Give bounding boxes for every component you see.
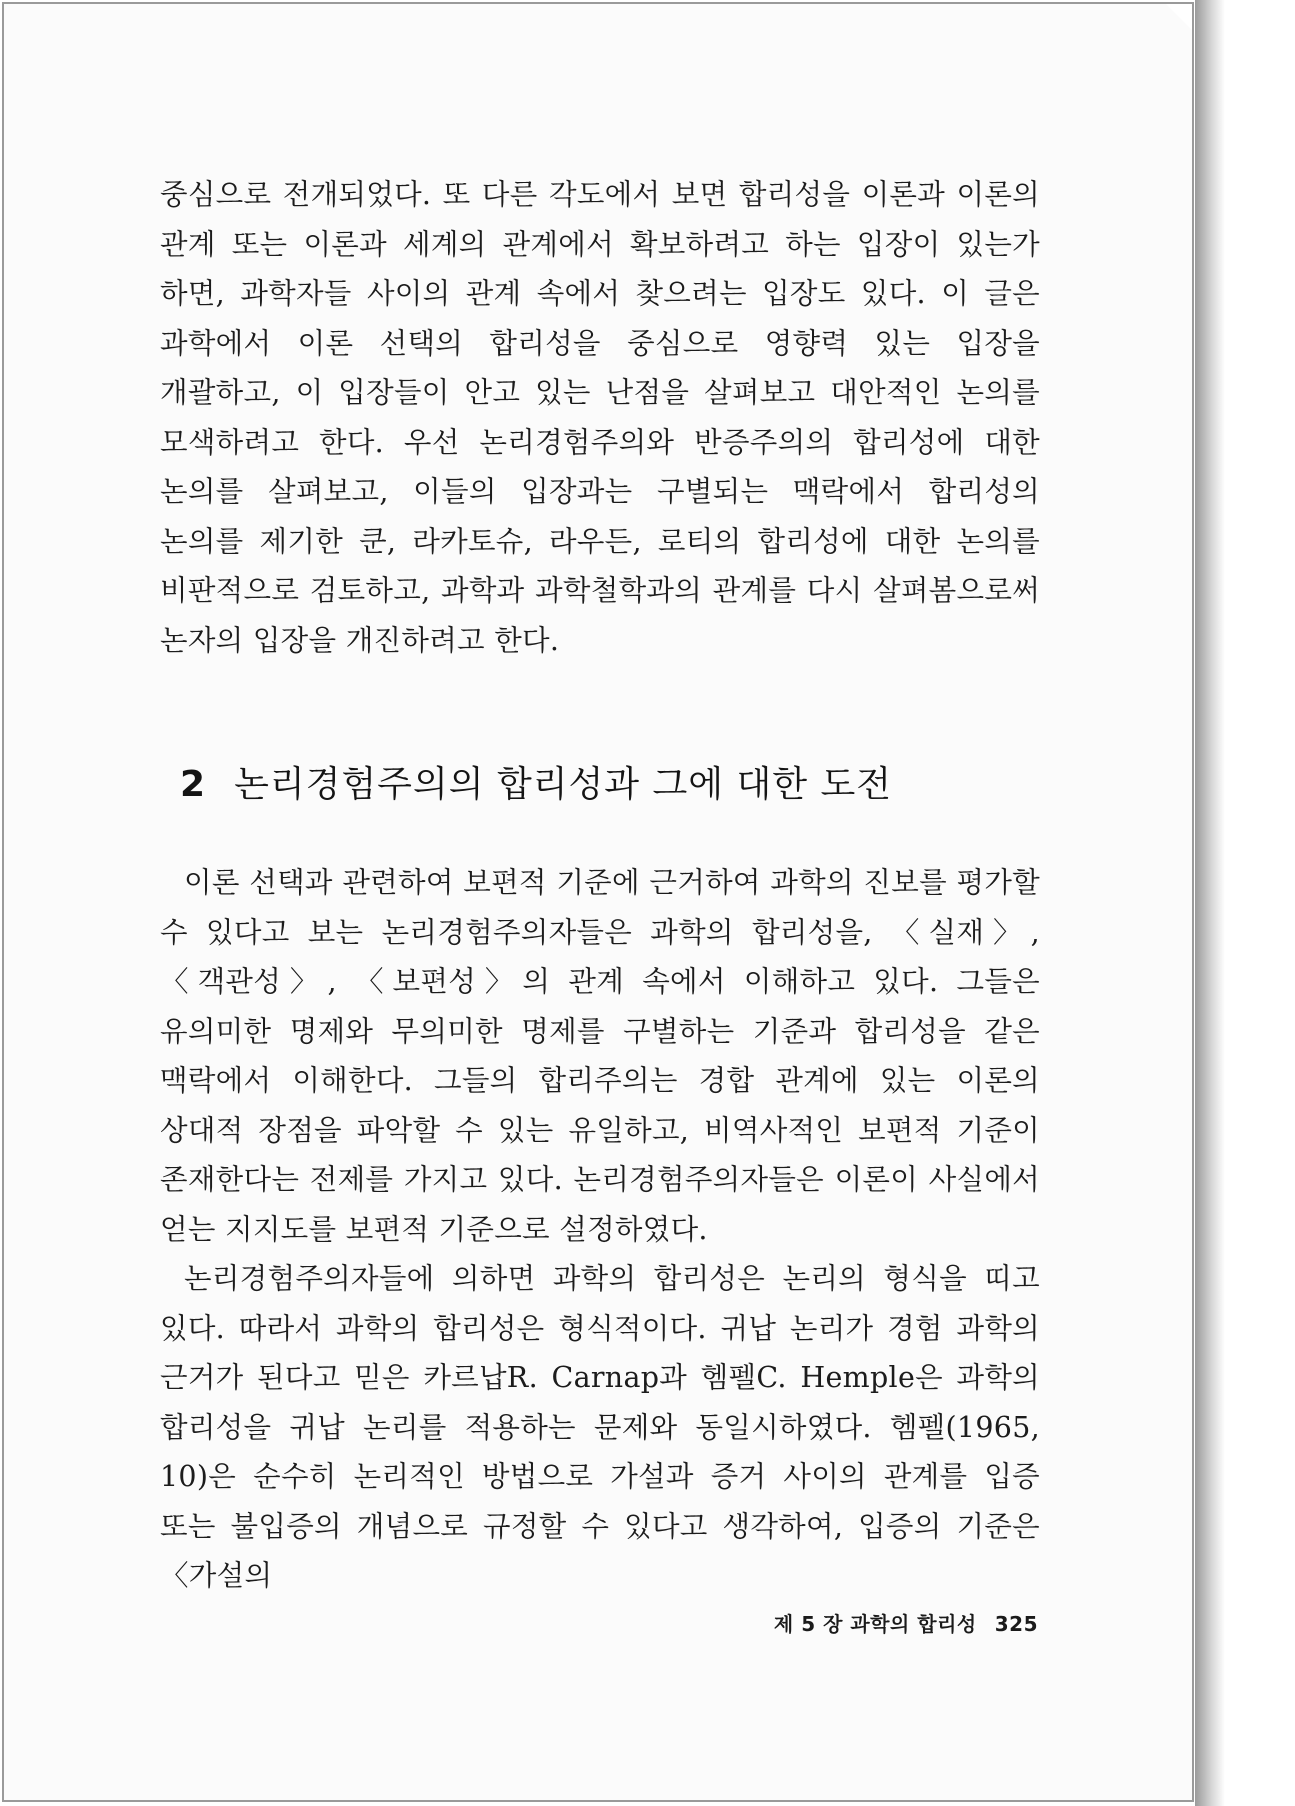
section-heading: [180, 756, 892, 807]
section-number: 2: [180, 764, 207, 805]
body-paragraph: 이론 선택과 관련하여 보편적 기준에 근거하여 과학의 진보를 평가할 수 있다고 보는 논리경험주의자들은 과학의 합리성을, 〈실재〉, 〈객관성〉, 〈보편성〉의 관계 속에서 이해하고 있다. 그들은 유의미한 명제와 무의미한 명제를 구별하는 기준과 합리성을 같은 맥락에서 이해한다. 그들의 합리주의는 경합 관계에 있는 이론의 상대적 장점을 파악할 수 있는 유일하고, 비역사적인 보편적 기준이 존재한다는 전제를 가지고 있다. 논리경험주의자들은 이론이 사실에서 얻는 지지도를 보편적 기준으로 설정하였다.: [160, 866, 1040, 1246]
section-title: 논리경험주의의 합리성과 그에 대한 도전: [234, 764, 893, 805]
page-corner-fold: [1166, 4, 1192, 30]
section-body: [160, 858, 1040, 1601]
running-footer: [700, 1608, 1038, 1637]
intro-paragraph: 중심으로 전개되었다. 또 다른 각도에서 보면 합리성을 이론과 이론의 관계 또는 이론과 세계의 관계에서 확보하려고 하는 입장이 있는가 하면, 과학자들 사이의 관계 속에서 찾으려는 입장도 있다. 이 글은 과학에서 이론 선택의 합리성을 중심으로 영향력 있는 입장을 개괄하고, 이 입장들이 안고 있는 난점을 살펴보고 대안적인 논의를 모색하려고 한다. 우선 논리경험주의와 반증주의의 합리성에 대한 논의를 살펴보고, 이들의 입장과는 구별되는 맥락에서 합리성의 논의를 제기한 쿤, 라카토슈, 라우든, 로티의 합리성에 대한 논의를 비판적으로 검토하고, 과학과 과학철학과의 관계를 다시 살펴봄으로써 논자의 입장을 개진하려고 한다.: [160, 178, 1040, 657]
body-paragraph: 논리경험주의자들에 의하면 과학의 합리성은 논리의 형식을 띠고 있다. 따라서 과학의 합리성은 형식적이다. 귀납 논리가 경험 과학의 근거가 된다고 믿은 카르납R. Carnap과 헴펠C. Hemple은 과학의 합리성을 귀납 논리를 적용하는 문제와 동일시하였다. 헴펠(1965, 10)은 순수히 논리적인 방법으로 가설과 증거 사이의 관계를 입증 또는 불입증의 개념으로 규정할 수 있다고 생각하여, 입증의 기준은 〈가설의: [160, 1262, 1040, 1592]
intro-text-block: [160, 170, 1040, 665]
chapter-title: 제 5 장 과학의 합리성: [773, 1612, 977, 1636]
page-edge-shadow: [1195, 0, 1225, 1806]
page-number: 325: [994, 1612, 1038, 1636]
